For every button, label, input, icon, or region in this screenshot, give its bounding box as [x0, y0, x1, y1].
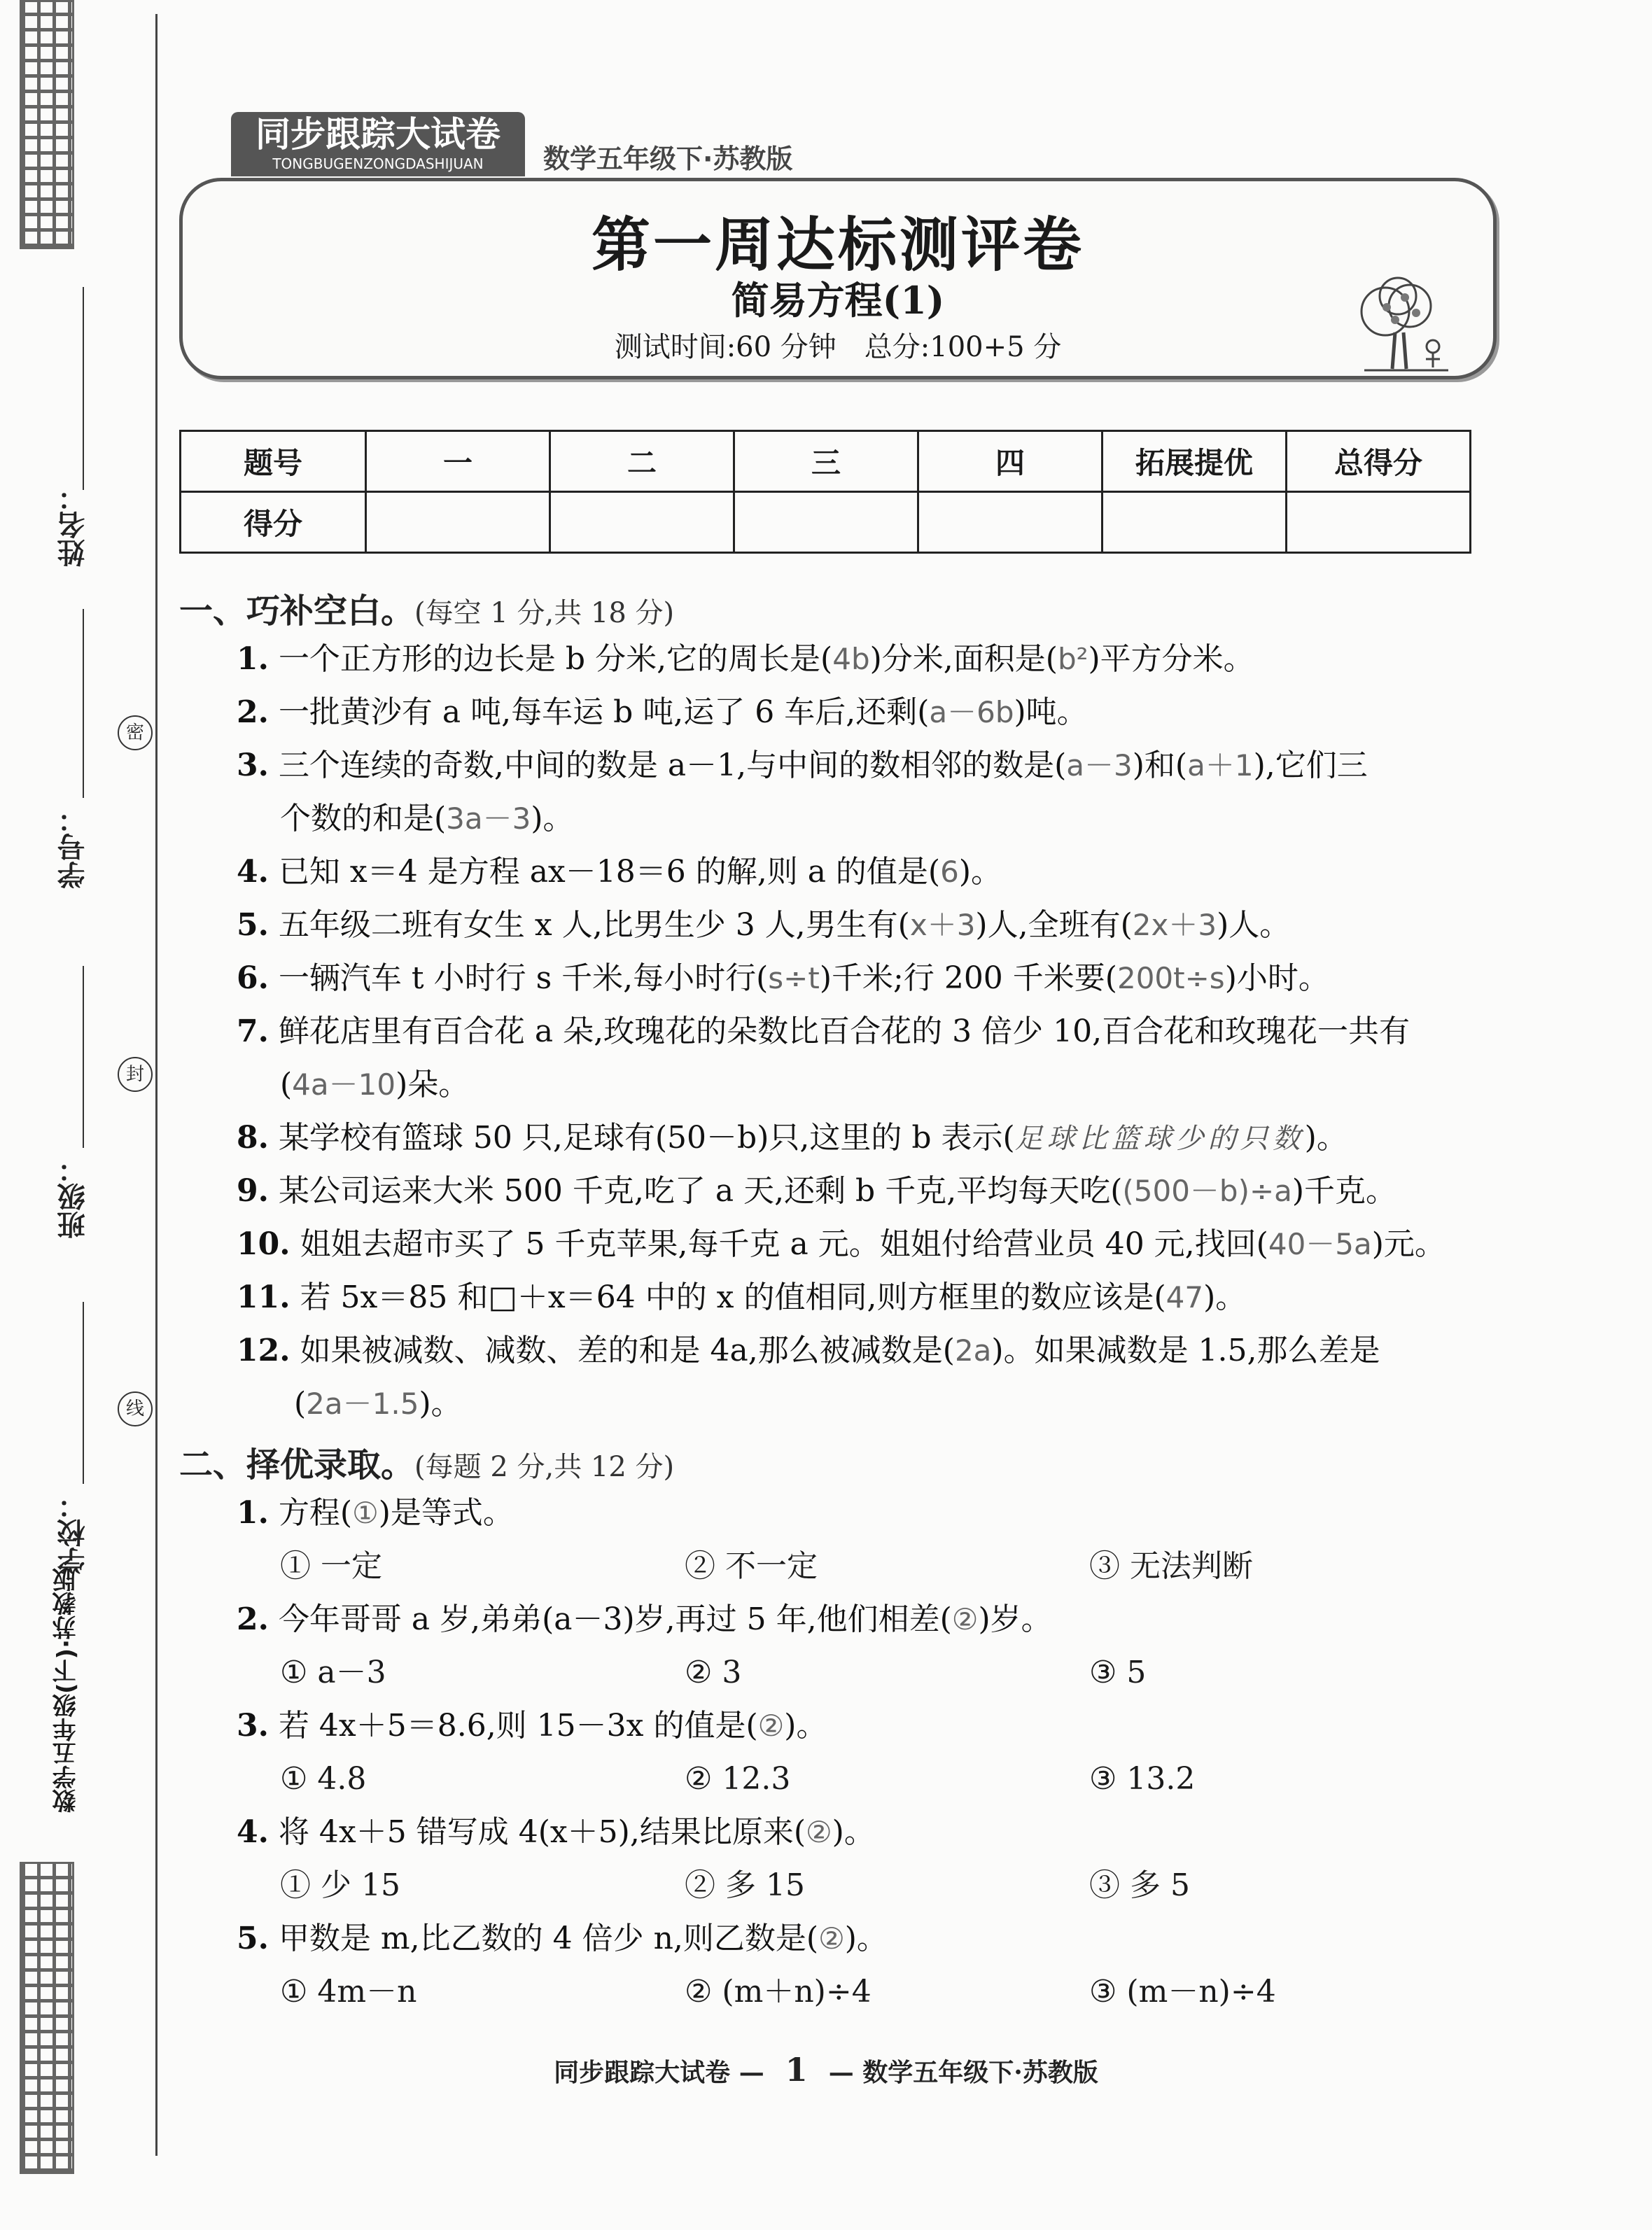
question-text: )。	[1304, 1120, 1348, 1156]
answer: ②	[806, 1815, 832, 1849]
page-title: 第一周达标测评卷	[591, 210, 1084, 279]
question-text: ),它们三	[1253, 748, 1368, 783]
binding-margin-line	[155, 14, 158, 2156]
question-text: )岁。	[978, 1601, 1052, 1637]
option-2: ② (m＋n)÷4	[685, 1974, 872, 2010]
answer: a－3	[1066, 748, 1133, 783]
s1-question-5	[237, 904, 1290, 946]
option-2: ② 不一定	[685, 1548, 818, 1584]
score-cell	[550, 492, 734, 553]
question-text: )。	[784, 1708, 827, 1744]
question-text: 三个连续的奇数,中间的数是 a－1,与中间的数相邻的数是(	[278, 748, 1067, 783]
question-number: 5.	[237, 907, 269, 943]
option-2: ② 12.3	[685, 1761, 791, 1797]
s1-question-2	[237, 692, 1088, 734]
title-box	[179, 178, 1497, 379]
name-label: 姓名：	[57, 483, 90, 567]
score-row-label: 得分	[181, 492, 366, 553]
brand-pinyin: TONGBUGENZONGDASHIJUAN	[272, 155, 484, 172]
score-table-header-row	[181, 431, 1471, 492]
score-header-cell: 拓展提优	[1102, 431, 1287, 492]
question-text: )人。	[1217, 907, 1291, 943]
question-text: )平方分米。	[1088, 641, 1254, 677]
question-text: 个数的和是(	[280, 801, 447, 836]
s1-question-7-line-2	[280, 1064, 469, 1106]
s2-question-4	[237, 1811, 875, 1853]
question-text: 五年级二班有女生 x 人,比男生少 3 人,男生有(	[278, 907, 910, 943]
question-text: )千米;行 200 千米要(	[819, 960, 1117, 996]
answer: x＋3	[909, 908, 976, 942]
question-number: 6.	[237, 960, 269, 996]
question-text: 如果被减数、减数、差的和是 4a,那么被减数是(	[300, 1333, 955, 1368]
question-text: )。	[958, 854, 1002, 890]
question-text: )是等式。	[378, 1495, 514, 1531]
option-1: ① a－3	[280, 1655, 386, 1690]
score-header-cell: 题号	[181, 431, 366, 492]
question-text: )。	[844, 1921, 888, 1956]
question-text: )。	[1203, 1279, 1247, 1315]
section-1-note: (每空 1 分,共 18 分)	[414, 597, 675, 629]
answer: s÷t	[768, 961, 820, 995]
question-text: 甲数是 m,比乙数的 4 倍少 n,则乙数是(	[278, 1921, 819, 1956]
question-text: 方程(	[278, 1495, 353, 1531]
school-label: 学校：	[57, 1491, 90, 1575]
question-text: )吨。	[1014, 694, 1088, 730]
question-number: 3.	[237, 1708, 269, 1744]
section-2-heading: 二、择优录取。	[179, 1445, 415, 1485]
question-number: 4.	[237, 1814, 269, 1850]
answer: 3a－3	[446, 801, 531, 836]
section-2-note: (每题 2 分,共 12 分)	[414, 1451, 675, 1483]
question-number: 9.	[237, 1173, 269, 1209]
series-label: 数学五年级下·苏教版	[543, 143, 793, 174]
option-1: ① 4.8	[280, 1761, 367, 1797]
question-text: )千克。	[1292, 1173, 1397, 1209]
question-number: 8.	[237, 1120, 269, 1156]
question-number: 2.	[237, 694, 269, 730]
question-text: )。	[419, 1386, 462, 1422]
question-text: 今年哥哥 a 岁,弟弟(a－3)岁,再过 5 年,他们相差(	[278, 1601, 952, 1637]
score-header-cell: 三	[734, 431, 918, 492]
section-2-title	[179, 1438, 674, 1486]
page-subtitle: 简易方程(1)	[731, 278, 945, 323]
score-header-cell: 二	[550, 431, 734, 492]
question-text: 若 5x＝85 和□＋x＝64 中的 x 的值相同,则方框里的数应该是(	[300, 1279, 1166, 1315]
answer: 2a	[954, 1333, 992, 1368]
answer: b²	[1057, 642, 1088, 676]
section-1-heading: 一、巧补空白。	[179, 591, 415, 631]
question-text: )小时。	[1224, 960, 1329, 996]
s1-question-7	[237, 1011, 1410, 1053]
name-blank-line	[83, 287, 84, 490]
question-text: )朵。	[396, 1067, 470, 1102]
option-2: ② 3	[685, 1655, 742, 1690]
question-text: )分米,面积是(	[869, 641, 1058, 677]
page-number: 1	[785, 2051, 808, 2089]
answer: ②	[757, 1709, 785, 1743]
score-cell	[1102, 492, 1287, 553]
s1-question-3-line-2	[280, 798, 574, 840]
s2-question-3	[237, 1705, 827, 1747]
answer: a＋1	[1187, 748, 1254, 783]
question-number: 1.	[237, 1495, 269, 1531]
option-1: ① 一定	[280, 1548, 382, 1584]
s1-question-1	[237, 638, 1254, 680]
answer: ②	[818, 1921, 845, 1956]
question-number: 1.	[237, 641, 269, 677]
answer: 2x＋3	[1132, 908, 1217, 942]
s1-question-11	[237, 1277, 1246, 1319]
option-3: ③ 多 5	[1089, 1867, 1190, 1903]
question-text: )和(	[1132, 748, 1188, 783]
option-3: ③ 13.2	[1089, 1761, 1196, 1797]
score-header-cell: 总得分	[1287, 431, 1471, 492]
s1-question-4	[237, 851, 1002, 893]
answer: 40－5a	[1268, 1227, 1372, 1261]
s1-question-12-line-2	[294, 1383, 462, 1425]
question-text: (	[280, 1067, 293, 1102]
section-1-title	[179, 584, 674, 632]
answer: 4a－10	[292, 1067, 396, 1102]
question-text: 一辆汽车 t 小时行 s 千米,每小时行(	[278, 960, 769, 996]
question-text: 若 4x＋5＝8.6,则 15－3x 的值是(	[278, 1708, 758, 1744]
s1-question-12	[237, 1330, 1380, 1372]
question-text: (	[294, 1386, 307, 1422]
seal-mark-3: 线	[118, 1391, 153, 1426]
answer: 47	[1166, 1280, 1204, 1314]
s2-question-2	[237, 1599, 1052, 1641]
option-2: ② 多 15	[685, 1867, 805, 1903]
side-book-title: 数学五年级(下)·苏教版	[52, 1568, 80, 1813]
answer: (500－b)÷a	[1122, 1174, 1292, 1208]
question-number: 2.	[237, 1601, 269, 1637]
answer: ②	[951, 1602, 979, 1636]
page-footer	[0, 2051, 1652, 2089]
score-header-cell: 一	[366, 431, 550, 492]
class-blank-line	[83, 966, 84, 1148]
question-number: 5.	[237, 1921, 269, 1956]
footer-left: 同步跟踪大试卷 —	[554, 2058, 764, 2087]
s1-question-9	[237, 1170, 1396, 1212]
score-header-cell: 四	[918, 431, 1102, 492]
question-number: 10.	[237, 1226, 290, 1262]
answer: ①	[352, 1496, 379, 1530]
handwritten-answer: 足球比篮球少的只数	[1014, 1123, 1305, 1155]
s1-question-6	[237, 958, 1329, 1000]
answer: 4b	[832, 642, 870, 676]
answer: 6	[940, 855, 959, 889]
answer: 2a－1.5	[306, 1387, 419, 1421]
s1-question-3	[237, 745, 1368, 787]
s1-question-10	[237, 1223, 1446, 1265]
answer: a－6b	[929, 695, 1014, 729]
question-number: 3.	[237, 748, 269, 783]
seal-mark-2: 封	[118, 1057, 153, 1092]
question-number: 11.	[237, 1279, 290, 1315]
brand-badge	[231, 112, 525, 176]
question-text: )。如果减数是 1.5,那么差是	[991, 1333, 1380, 1368]
s1-question-8	[237, 1117, 1348, 1160]
question-text: 一个正方形的边长是 b 分米,它的周长是(	[278, 641, 833, 677]
s2-question-1	[237, 1492, 514, 1534]
score-cell	[1287, 492, 1471, 553]
footer-right: — 数学五年级下·苏教版	[828, 2058, 1098, 2087]
question-number: 4.	[237, 854, 269, 890]
score-table	[179, 430, 1471, 554]
brand-name: 同步跟踪大试卷	[255, 114, 500, 155]
question-text: 已知 x＝4 是方程 ax－18＝6 的解,则 a 的值是(	[278, 854, 941, 890]
class-label: 班级：	[57, 1155, 90, 1239]
id-blank-line	[83, 609, 84, 798]
test-info: 测试时间:60 分钟 总分:100+5 分	[614, 331, 1062, 363]
question-text: 某学校有篮球 50 只,足球有(50－b)只,这里的 b 表示(	[278, 1120, 1015, 1156]
option-1: ① 4m－n	[280, 1974, 417, 2010]
tree-illustration-icon	[1343, 276, 1455, 374]
s2-question-5	[237, 1918, 888, 1960]
question-text: )。	[531, 801, 574, 836]
question-number: 7.	[237, 1014, 269, 1049]
question-text: )人,全班有(	[975, 907, 1133, 943]
option-3: ③ (m－n)÷4	[1089, 1974, 1276, 2010]
question-text: )。	[832, 1814, 875, 1850]
decorative-border-bottom	[20, 1862, 74, 2174]
option-1: ① 少 15	[280, 1867, 400, 1903]
answer: 200t÷s	[1116, 961, 1225, 995]
decorative-border-top	[20, 0, 74, 249]
question-text: 鲜花店里有百合花 a 朵,玫瑰花的朵数比百合花的 3 倍少 10,百合花和玫瑰花一共有	[278, 1014, 1410, 1049]
score-cell	[366, 492, 550, 553]
question-text: )元。	[1371, 1226, 1446, 1262]
seal-mark-1: 密	[118, 715, 153, 750]
score-cell	[734, 492, 918, 553]
score-table-score-row	[181, 492, 1471, 553]
option-3: ③ 无法判断	[1089, 1548, 1253, 1584]
id-label: 学号：	[57, 805, 90, 889]
option-3: ③ 5	[1089, 1655, 1147, 1690]
question-text: 姐姐去超市买了 5 千克苹果,每千克 a 元。姐姐付给营业员 40 元,找回(	[300, 1226, 1268, 1262]
question-text: 将 4x＋5 错写成 4(x＋5),结果比原来(	[278, 1814, 806, 1850]
question-number: 12.	[237, 1333, 290, 1368]
question-text: 某公司运来大米 500 千克,吃了 a 天,还剩 b 千克,平均每天吃(	[278, 1173, 1123, 1209]
score-cell	[918, 492, 1102, 553]
question-text: 一批黄沙有 a 吨,每车运 b 吨,运了 6 车后,还剩(	[278, 694, 930, 730]
school-blank-line	[83, 1302, 84, 1484]
